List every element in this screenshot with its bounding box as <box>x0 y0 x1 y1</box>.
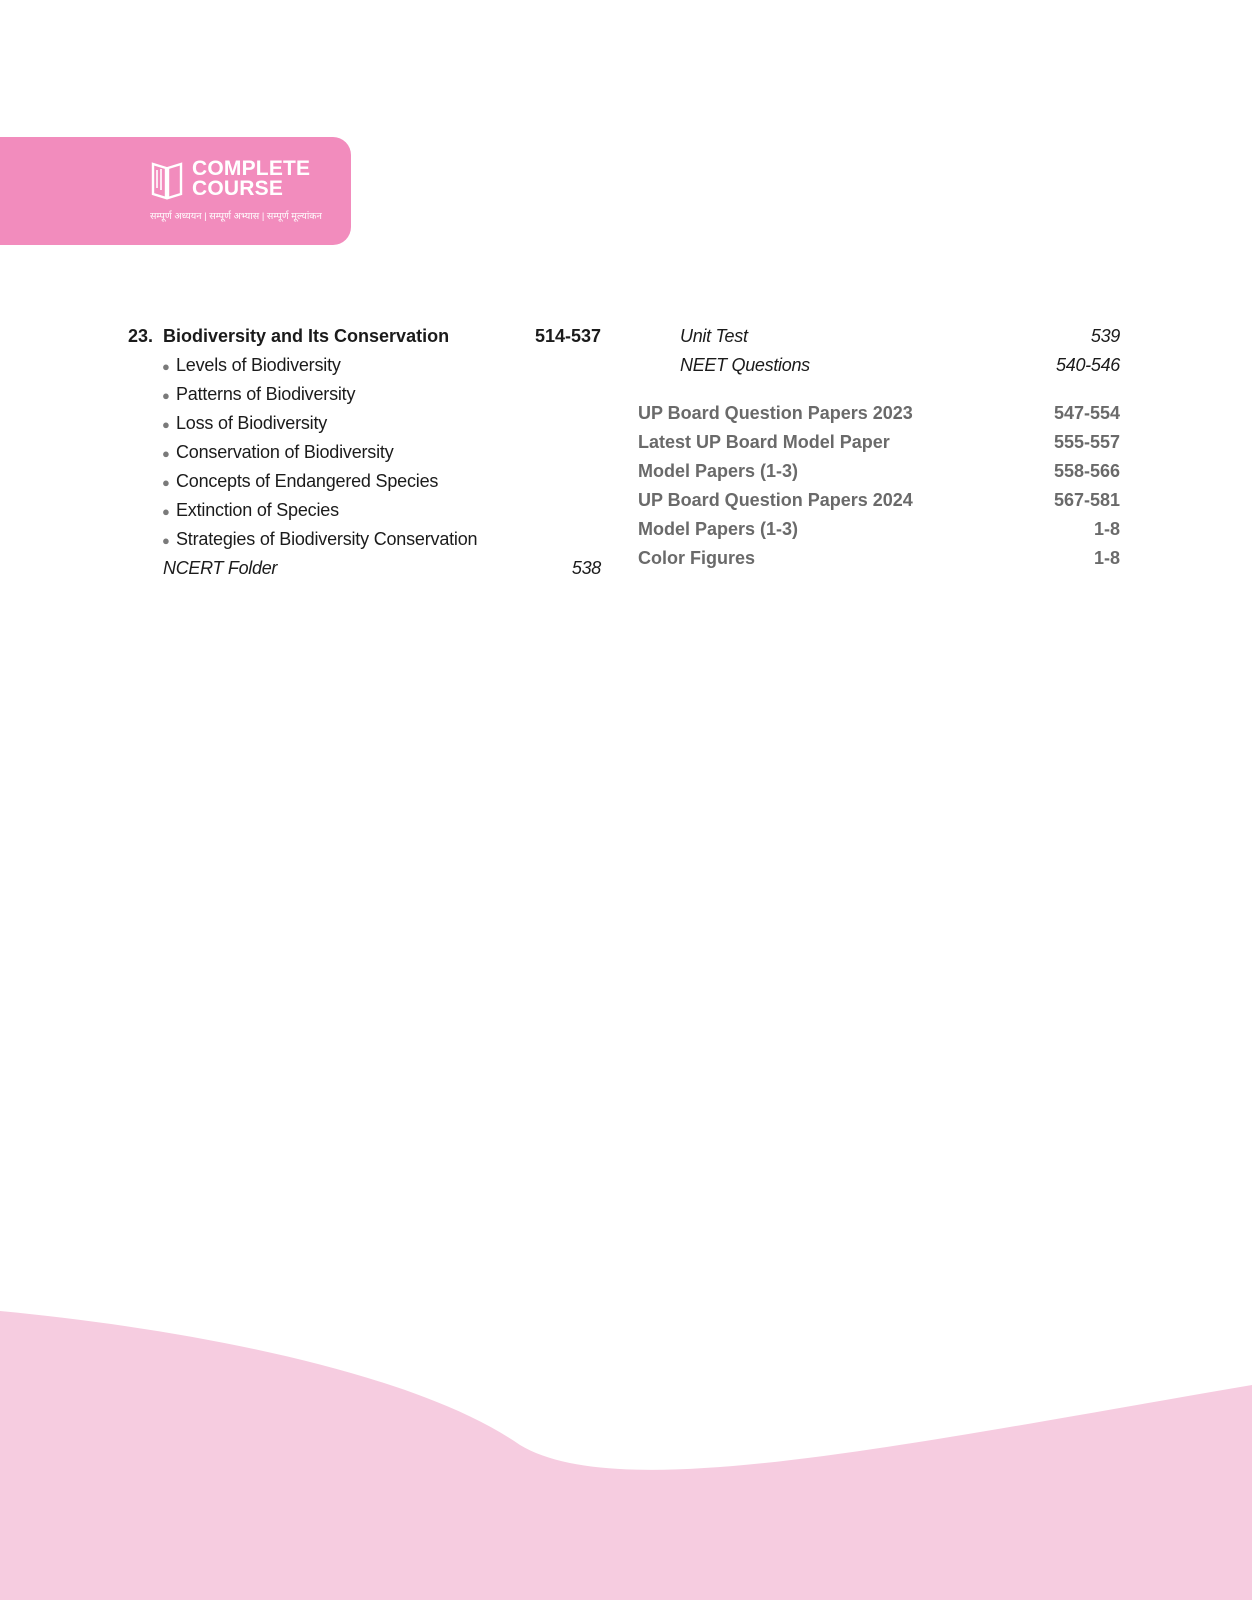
extra-entry[interactable] <box>638 399 1120 428</box>
toc-right-column <box>638 322 1120 573</box>
bullet-icon: ● <box>162 446 170 461</box>
chapter-number: 23. <box>128 326 154 346</box>
neet-questions-entry[interactable] <box>638 351 1120 380</box>
topic-item[interactable] <box>128 467 601 496</box>
ncert-folder-pages: 538 <box>571 558 601 578</box>
topic-item[interactable] <box>128 351 601 380</box>
topic-item[interactable] <box>128 380 601 409</box>
footer-wave-shape <box>0 1311 1252 1600</box>
ncert-folder-entry[interactable] <box>128 554 601 583</box>
topic-label: Loss of Biodiversity <box>176 413 328 433</box>
topic-label: Extinction of Species <box>176 500 339 520</box>
chapter-heading[interactable] <box>128 322 601 351</box>
neet-questions-label: NEET Questions <box>680 355 810 375</box>
footer-wave <box>0 1300 1252 1600</box>
brand-tagline: सम्पूर्ण अध्ययन | सम्पूर्ण अभ्यास | सम्पूर्ण मूल्यांकन <box>150 211 322 222</box>
book-logo-icon <box>151 160 183 200</box>
topic-label: Levels of Biodiversity <box>176 355 341 375</box>
unit-test-label: Unit Test <box>680 326 748 346</box>
extra-pages: 1-8 <box>1093 519 1120 539</box>
extra-entry[interactable] <box>638 486 1120 515</box>
extra-entry[interactable] <box>638 544 1120 573</box>
extra-pages: 1-8 <box>1093 548 1120 568</box>
extra-label: Latest UP Board Model Paper <box>638 432 890 452</box>
extra-entry[interactable] <box>638 457 1120 486</box>
toc-left-column <box>128 322 601 583</box>
brand-name <box>192 159 310 199</box>
topic-item[interactable] <box>128 496 601 525</box>
topic-label: Conservation of Biodiversity <box>176 442 394 462</box>
brand-line-1: COMPLETE <box>192 157 311 180</box>
section-spacer <box>638 380 1120 399</box>
topic-item[interactable] <box>128 409 601 438</box>
neet-questions-pages: 540-546 <box>1056 355 1120 375</box>
extra-label: Color Figures <box>638 548 756 568</box>
topic-item[interactable] <box>128 525 601 554</box>
bullet-icon: ● <box>162 533 170 548</box>
topic-item[interactable] <box>128 438 601 467</box>
chapter-title: Biodiversity and Its Conservation <box>163 326 450 346</box>
unit-test-entry[interactable] <box>638 322 1120 351</box>
extra-entry[interactable] <box>638 428 1120 457</box>
bullet-icon: ● <box>162 417 170 432</box>
extra-label: Model Papers (1-3) <box>638 519 799 539</box>
extra-pages: 555-557 <box>1053 432 1120 452</box>
extra-entry[interactable] <box>638 515 1120 544</box>
ncert-folder-label: NCERT Folder <box>163 558 278 578</box>
bullet-icon: ● <box>162 388 170 403</box>
topic-label: Concepts of Endangered Species <box>176 471 439 491</box>
extra-label: UP Board Question Papers 2024 <box>638 490 913 510</box>
bullet-icon: ● <box>162 504 170 519</box>
extra-pages: 558-566 <box>1053 461 1120 481</box>
topic-label: Patterns of Biodiversity <box>176 384 356 404</box>
topic-label: Strategies of Biodiversity Conservation <box>176 529 478 549</box>
unit-test-pages: 539 <box>1090 326 1120 346</box>
brand-line-2: COURSE <box>192 177 284 200</box>
bullet-icon: ● <box>162 359 170 374</box>
bullet-icon: ● <box>162 475 170 490</box>
extra-pages: 567-581 <box>1053 490 1120 510</box>
extra-label: UP Board Question Papers 2023 <box>638 403 913 423</box>
extra-label: Model Papers (1-3) <box>638 461 799 481</box>
extra-pages: 547-554 <box>1053 403 1120 423</box>
chapter-pages: 514-537 <box>534 326 601 346</box>
